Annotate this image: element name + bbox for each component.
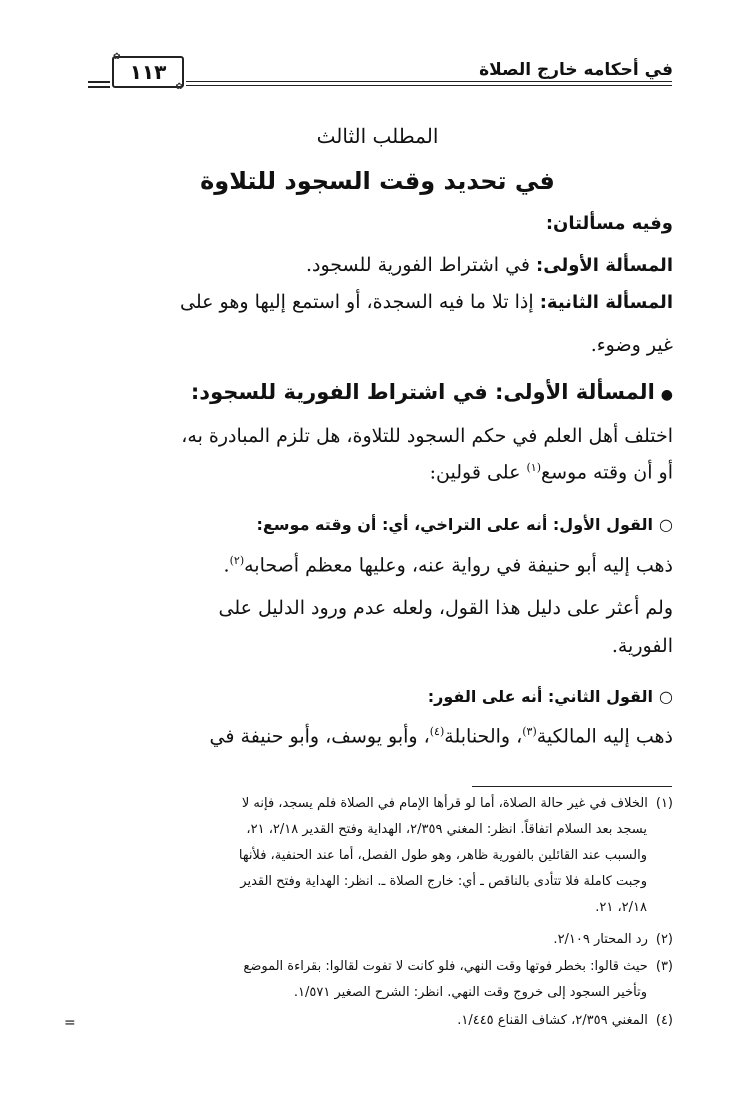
footnote-ref-2: (٢) (229, 554, 245, 567)
page-number: ١١٣ (129, 60, 167, 84)
question-2-label: المسألة الثانية: (539, 292, 673, 313)
footnote-2-number: (٢) (655, 932, 673, 947)
page-number-rule-bottom (88, 86, 110, 88)
question-2-text: إذا تلا ما فيه السجدة، أو استمع إليها وهو على (180, 291, 534, 313)
margin-mark: = (64, 1015, 76, 1031)
footnote-separator (472, 786, 672, 787)
footnote-4-number: (٤) (655, 1013, 673, 1028)
footnote-1-text: الخلاف في غير حالة الصلاة، أما لو قرأها الإمام في الصلاة فلم يسجد، فإنه لا (241, 796, 648, 811)
footnote-3-line2: وتأخير السجود إلى خروج وقت النهي. انظر: الشرح الصغير ١/٥٧١. (293, 985, 647, 1000)
question-1-label: المسألة الأولى: (536, 255, 673, 276)
footnote-1-line4: وجبت كاملة فلا تتأدى بالناقص ـ أي: خارج الصلاة ـ. انظر: الهداية وفتح القدير (240, 874, 647, 889)
opinion-2-text-b: ، والحنابلة (444, 725, 523, 748)
circle-bullet-icon: ○ (659, 687, 673, 706)
ornament-icon: ✿ (113, 52, 121, 62)
intro-label: وفيه مسألتان: (545, 213, 673, 234)
footnote-ref-3: (٣) (522, 725, 537, 738)
issue-1-text-b: على قولين: (429, 461, 527, 484)
footnote-1-line2: يسجد بعد السلام اتفاقاً. انظر: المغني ٢/٣٥٩، الهداية وفتح القدير ٢/١٨، ٢١، (246, 822, 647, 837)
opinion-1-heading-text: القول الأول: أنه على التراخي، أي: أن وقته موسع: (256, 515, 654, 534)
opinion-2-line1 (80, 725, 673, 747)
question-1 (80, 254, 673, 276)
footnote-1-line5: ٢/١٨، ٢١. (595, 900, 647, 915)
circle-bullet-icon: ○ (659, 515, 673, 534)
footnote-2 (78, 932, 673, 947)
footnote-4 (78, 1013, 673, 1028)
header-rule-bottom (186, 85, 672, 86)
issue-1-para-line1: اختلف أهل العلم في حكم السجود للتلاوة، هل تلزم المبادرة به، (181, 425, 673, 447)
footnote-4-text: المغني ٢/٣٥٩، كشاف القناع ١/٤٤٥. (457, 1013, 648, 1028)
opinion-1-line1 (80, 554, 673, 576)
footnote-1-line1 (78, 796, 673, 811)
footnote-3-number: (٣) (655, 959, 673, 974)
opinion-1-text-a: ذهب إليه أبو حنيفة في رواية عنه، وعليها معظم أصحابه (244, 554, 673, 577)
opinion-1-line3: الفورية. (611, 635, 673, 657)
opinion-1-line2: ولم أعثر على دليل هذا القول، ولعله عدم ورود الدليل على (218, 597, 673, 619)
footnote-3-text: حيث قالوا: بخطر فوتها وقت النهي، فلو كانت لا تفوت لقالوا: بقراءة الموضع (243, 959, 648, 974)
footnote-1-line3: والسبب عند القائلين بالفورية ظاهر، وهو طول الفصل، أما عند الحنفية، فلأنها (238, 848, 647, 863)
opinion-2-heading-text: القول الثاني: أنه على الفور: (427, 687, 654, 706)
question-2-continued: غير وضوء. (590, 334, 673, 356)
page-number-box (112, 52, 184, 92)
opinion-2-heading (80, 687, 673, 706)
header-rule-top (186, 81, 672, 82)
bullet-icon: ● (660, 387, 673, 403)
issue-1-text-a: أو أن وقته موسع (540, 461, 673, 484)
running-title: في أحكامه خارج الصلاة (479, 60, 673, 80)
section-title: في تحديد وقت السجود للتلاوة (200, 167, 555, 195)
footnote-1-number: (١) (655, 796, 673, 811)
issue-1-heading (80, 380, 673, 404)
question-2 (80, 291, 673, 313)
footnote-ref-4: (٤) (429, 725, 445, 738)
issue-1-heading-text: المسألة الأولى: في اشتراط الفورية للسجود: (190, 380, 655, 404)
issue-1-para-line2 (80, 461, 673, 483)
footnote-2-text: رد المحتار ٢/١٠٩. (553, 932, 648, 947)
footnote-ref-1: (١) (526, 461, 541, 474)
footnote-3-line1 (78, 959, 673, 974)
opinion-1-heading (80, 515, 673, 534)
question-1-text: في اشتراط الفورية للسجود. (305, 254, 530, 276)
section-kicker: المطلب الثالث (316, 124, 439, 148)
opinion-2-text-c: ، وأبو يوسف، وأبو حنيفة في (209, 725, 430, 748)
page-number-rule-top (88, 81, 110, 83)
opinion-1-text-b: . (223, 554, 230, 577)
ornament-icon: ✿ (175, 82, 183, 92)
opinion-2-text-a: ذهب إليه المالكية (536, 725, 673, 748)
